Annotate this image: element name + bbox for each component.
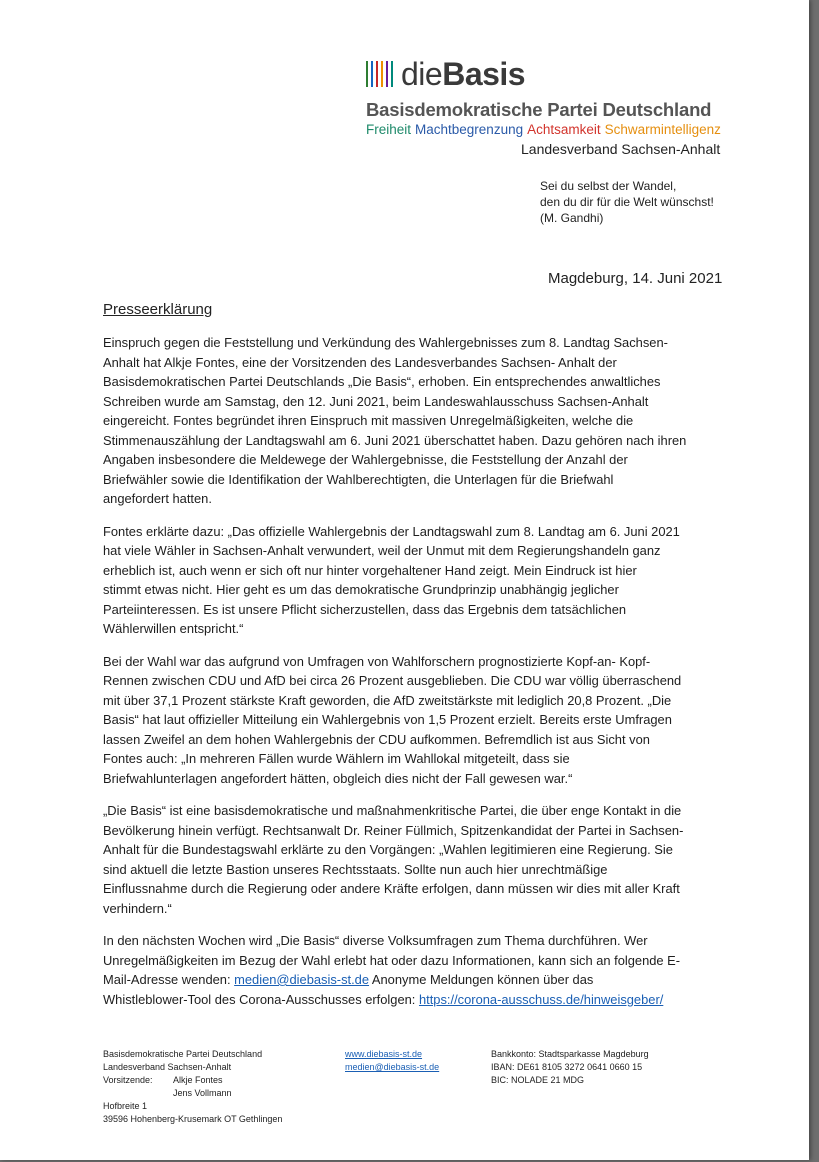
text-line: Basis“ hat laut offizieller Mitteilung ein Wahlergebnis von 1,5 Prozent erzielt. Bereits erste Umfragen xyxy=(103,712,672,727)
logo-bar xyxy=(386,61,388,87)
motto-quote xyxy=(540,178,714,226)
whistleblower-link[interactable]: https://corona-ausschuss.de/hinweisgeber/ xyxy=(418,991,664,1007)
board-member: Jens Vollmann xyxy=(173,1088,232,1098)
logo-bar xyxy=(391,61,393,87)
text-line: Briefwähler sowie die Identifikation der Wahlberechtigten, die Unterlagen für die Briefwahl xyxy=(103,471,614,487)
motto-line: den du dir für die Welt wünschst! xyxy=(540,195,714,209)
footer-party: Basisdemokratische Partei Deutschland xyxy=(103,1049,263,1059)
bank-iban: IBAN: DE61 8105 3272 0641 0660 15 xyxy=(491,1062,643,1072)
text-line: In den nächsten Wochen wird „Die Basis“ diverse Volksumfragen zum Thema durchführen. Wer xyxy=(103,933,648,948)
text-line: hat viele Wähler in Sachsen-Anhalt verwundert, weil der Unmut mit dem Regierungshandeln ganz xyxy=(103,543,661,558)
motto-author: (M. Gandhi) xyxy=(540,211,604,225)
text-line: erheblich ist, auch wenn er sich oft nur hinter vorgehaltener Hand zeigt. Mein Eindruck ist hier xyxy=(103,562,637,578)
party-value: Freiheit xyxy=(366,122,412,137)
text-line: Bei der Wahl war das aufgrund von Umfragen von Wahlforschern prognostizierte Kopf-an- Kopf- xyxy=(103,653,651,669)
logo-bar xyxy=(371,61,373,87)
footer-lv: Landesverband Sachsen-Anhalt xyxy=(103,1062,232,1072)
text-line: Stimmenauszählung der Landtagswahl am 6. Juni 2021 überschattet haben. Dazu gehören nach ihren xyxy=(103,432,687,448)
text-line: Einflussnahme durch die Regierung oder andere Kräfte erfolgen, dann müssen wir dies mit aller Kraft xyxy=(103,881,680,896)
text-line: stimmt etwas nicht. Hier geht es um das demokratische Grundprinzip unabhängig jeglicher xyxy=(103,582,619,597)
text-line xyxy=(103,990,728,1010)
text-line: Anhalt für die Bundestagswahl erklärte zu den Vorgängen: „Wahlen legitimieren eine Regierung. Sie xyxy=(103,842,673,857)
party-value: Machtbegrenzung xyxy=(415,122,524,137)
text-line: Angaben insbesondere die Meldewege der Wahlergebnisse, die Feststellung der Anzahl der xyxy=(103,452,628,467)
logo-bars xyxy=(366,61,393,87)
text-line: eingereicht. Fontes begründet ihren Einspruch mit massiven Unregelmäßigkeiten, welche die xyxy=(103,413,634,428)
diebasis-logo xyxy=(366,58,525,90)
motto-line: Sei du selbst der Wandel, xyxy=(540,179,677,193)
logo-brand: Basis xyxy=(442,56,526,92)
press-release-body xyxy=(103,333,728,1022)
text-line: Fontes auch: „In mehreren Fällen wurde Wählern im Wahllokal mitgeteilt, dass sie xyxy=(103,751,570,766)
logo-bar xyxy=(381,61,383,87)
board-member: Alkje Fontes xyxy=(173,1075,223,1085)
bank-bic: BIC: NOLADE 21 MDG xyxy=(491,1075,585,1085)
logo-bar xyxy=(376,61,378,87)
party-values xyxy=(366,122,725,137)
bank-name: Bankkonto: Stadtsparkasse Magdeburg xyxy=(491,1049,649,1059)
text-line: Rennen zwischen CDU und AfD bei circa 26 Prozent ausgeblieben. Die CDU war völlig überraschend xyxy=(103,673,682,688)
footer-street: Hofbreite 1 xyxy=(103,1101,148,1111)
text-line: Einspruch gegen die Feststellung und Verkündung des Wahlergebnisses zum 8. Landtag Sachsen- xyxy=(103,335,668,350)
paragraph-contact xyxy=(103,931,728,1009)
party-value: Schwarmintelligenz xyxy=(604,122,721,137)
text-line: verhindern.“ xyxy=(103,900,172,916)
footer-address xyxy=(103,1048,282,1126)
paragraph xyxy=(103,652,728,789)
text-line: Parteiinteressen. Es ist unsere Pflicht sicherzustellen, dass das Ergebnis dem tatsächlichen xyxy=(103,601,627,617)
email-link[interactable]: medien@diebasis-st.de xyxy=(234,972,370,987)
text-line: Wählerwillen entspricht.“ xyxy=(103,621,244,636)
text-segment: Mail-Adresse wenden: xyxy=(103,972,235,987)
text-line: Unregelmäßigkeiten im Bezug der Wahl erlebt hat oder dazu Informationen, kann sich an folgende E- xyxy=(103,952,681,968)
text-line: „Die Basis“ ist eine basisdemokratische und maßnahmenkritische Partei, die über enge Kontakt in die xyxy=(103,803,682,818)
board-label: Vorsitzende: xyxy=(103,1075,153,1085)
text-line xyxy=(103,970,728,990)
logo-prefix: die xyxy=(401,56,443,92)
text-segment: Whistleblower-Tool des Corona-Ausschusses erfolgen: xyxy=(103,991,419,1007)
paragraph xyxy=(103,333,728,509)
text-line: Anhalt hat Alkje Fontes, eine der Vorsitzenden des Landesverbandes Sachsen- Anhalt der xyxy=(103,354,617,370)
text-segment: Anonyme Meldungen können über das xyxy=(369,972,594,987)
text-line: mit über 37,1 Prozent stärkste Kraft geworden, die AfD zweitstärkste mit lediglich 20,8 Prozent. „Die xyxy=(103,692,672,708)
footer-board xyxy=(103,1074,282,1087)
footer-city: 39596 Hohenberg-Krusemark OT Gethlingen xyxy=(103,1114,283,1124)
logo-wordmark xyxy=(401,58,525,90)
footer-web xyxy=(345,1048,439,1074)
paragraph xyxy=(103,801,728,918)
footer-bank xyxy=(491,1048,649,1087)
footer-website-link[interactable]: www.diebasis-st.de xyxy=(345,1049,423,1059)
footer-email-link[interactable]: medien@diebasis-st.de xyxy=(345,1062,440,1072)
text-line: Fontes erklärte dazu: „Das offizielle Wahlergebnis der Landtagswahl zum 8. Landtag am 6. Juni 2021 xyxy=(103,523,680,539)
logo-bar xyxy=(366,61,368,87)
paragraph xyxy=(103,522,728,639)
text-line: Bevölkerung hinein verfügt. Rechtsanwalt Dr. Reiner Füllmich, Spitzenkandidat der Partei in Sachsen- xyxy=(103,822,684,838)
document-date: Magdeburg, 14. Juni 2021 xyxy=(548,270,723,287)
party-name: Basisdemokratische Partei Deutschland xyxy=(366,99,712,120)
text-line: Briefwahlunterlagen angefordert hätten, obgleich dies nicht der Fall gewesen war.“ xyxy=(103,770,573,786)
text-line: Basisdemokratischen Partei Deutschlands „Die Basis“, erhoben. Ein entsprechendes anwaltliches xyxy=(103,374,661,389)
text-line: sind aktuell die letzte Bastion unseres Rechtsstaats. Sollte nun auch hier unrechtmäßige xyxy=(103,861,608,877)
text-line: lassen Zweifel an dem hohen Wahlergebnis der CDU aufkommen. Befremdlich ist aus Sicht von xyxy=(103,731,650,747)
landesverband: Landesverband Sachsen-Anhalt xyxy=(521,141,721,157)
text-line: angefordert hatten. xyxy=(103,491,212,506)
party-value: Achtsamkeit xyxy=(527,122,601,137)
text-line: Schreiben wurde am Samstag, den 12. Juni 2021, beim Landeswahlausschuss Sachsen-Anhalt xyxy=(103,393,649,409)
document-heading: Presseerklärung xyxy=(103,301,213,318)
paragraphs xyxy=(103,333,728,918)
